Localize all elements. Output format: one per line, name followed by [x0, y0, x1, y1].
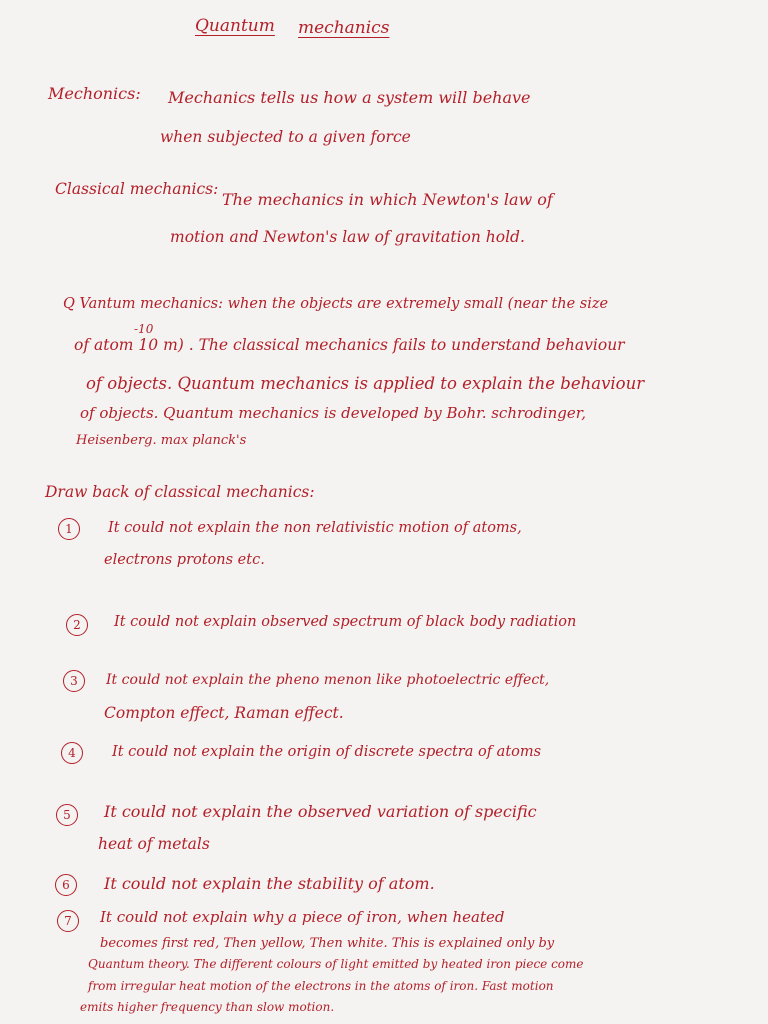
quantum-paragraph-line-2: of atom 10 m) . The classical mechanics fails to understand behaviour	[74, 336, 625, 354]
mechanics-definition-line-2: when subjected to a given force	[160, 128, 411, 146]
drawback-heading: Draw back of classical mechanics:	[45, 483, 315, 501]
mechanics-definition-line-1: Mechanics tells us how a system will behave	[168, 88, 531, 107]
classical-definition-line-1: The mechanics in which Newton's law of	[222, 190, 553, 209]
mechanics-label: Mechonics:	[48, 84, 141, 103]
quantum-paragraph-line-3: of objects. Quantum mechanics is applied to explain the behaviour	[86, 374, 645, 393]
item-5-line-2: heat of metals	[98, 835, 210, 853]
classical-definition-line-2: motion and Newton's law of gravitation hold.	[170, 228, 525, 246]
classical-mechanics-label: Classical mechanics:	[55, 180, 219, 198]
item-3-line-2: Compton effect, Raman effect.	[104, 704, 344, 722]
item-number-5: 5	[56, 804, 78, 826]
item-3-line-1: It could not explain the pheno menon like photoelectric effect,	[106, 672, 550, 688]
item-number-6: 6	[55, 874, 77, 896]
page-title-word-2: mechanics	[298, 18, 390, 38]
item-2-line-1: It could not explain observed spectrum of black body radiation	[114, 614, 577, 630]
item-number-1: 1	[58, 518, 80, 540]
quantum-exponent: -10	[134, 322, 154, 336]
item-number-4: 4	[61, 742, 83, 764]
item-7-line-5: emits higher frequency than slow motion.	[80, 1000, 335, 1014]
item-6-line-1: It could not explain the stability of atom.	[104, 874, 435, 893]
item-7-line-1: It could not explain why a piece of iron, when heated	[100, 908, 505, 926]
quantum-paragraph-line-5: Heisenberg. max planck's	[76, 433, 247, 448]
item-7-line-4: from irregular heat motion of the electrons in the atoms of iron. Fast motion	[88, 979, 554, 993]
item-number-7: 7	[57, 910, 79, 932]
quantum-paragraph-line-1: Q Vantum mechanics: when the objects are extremely small (near the size	[63, 296, 609, 312]
quantum-paragraph-line-4: of objects. Quantum mechanics is developed by Bohr. schrodinger,	[80, 404, 587, 422]
item-7-line-2: becomes first red, Then yellow, Then white. This is explained only by	[100, 936, 555, 951]
item-5-line-1: It could not explain the observed variation of specific	[104, 802, 537, 821]
item-4-line-1: It could not explain the origin of discrete spectra of atoms	[112, 744, 542, 760]
page-title-word-1: Quantum	[195, 16, 275, 36]
item-1-line-2: electrons protons etc.	[104, 552, 265, 568]
item-number-2: 2	[66, 614, 88, 636]
item-7-line-3: Quantum theory. The different colours of light emitted by heated iron piece come	[88, 957, 584, 971]
item-1-line-1: It could not explain the non relativistic motion of atoms,	[108, 520, 522, 536]
item-number-3: 3	[63, 670, 85, 692]
